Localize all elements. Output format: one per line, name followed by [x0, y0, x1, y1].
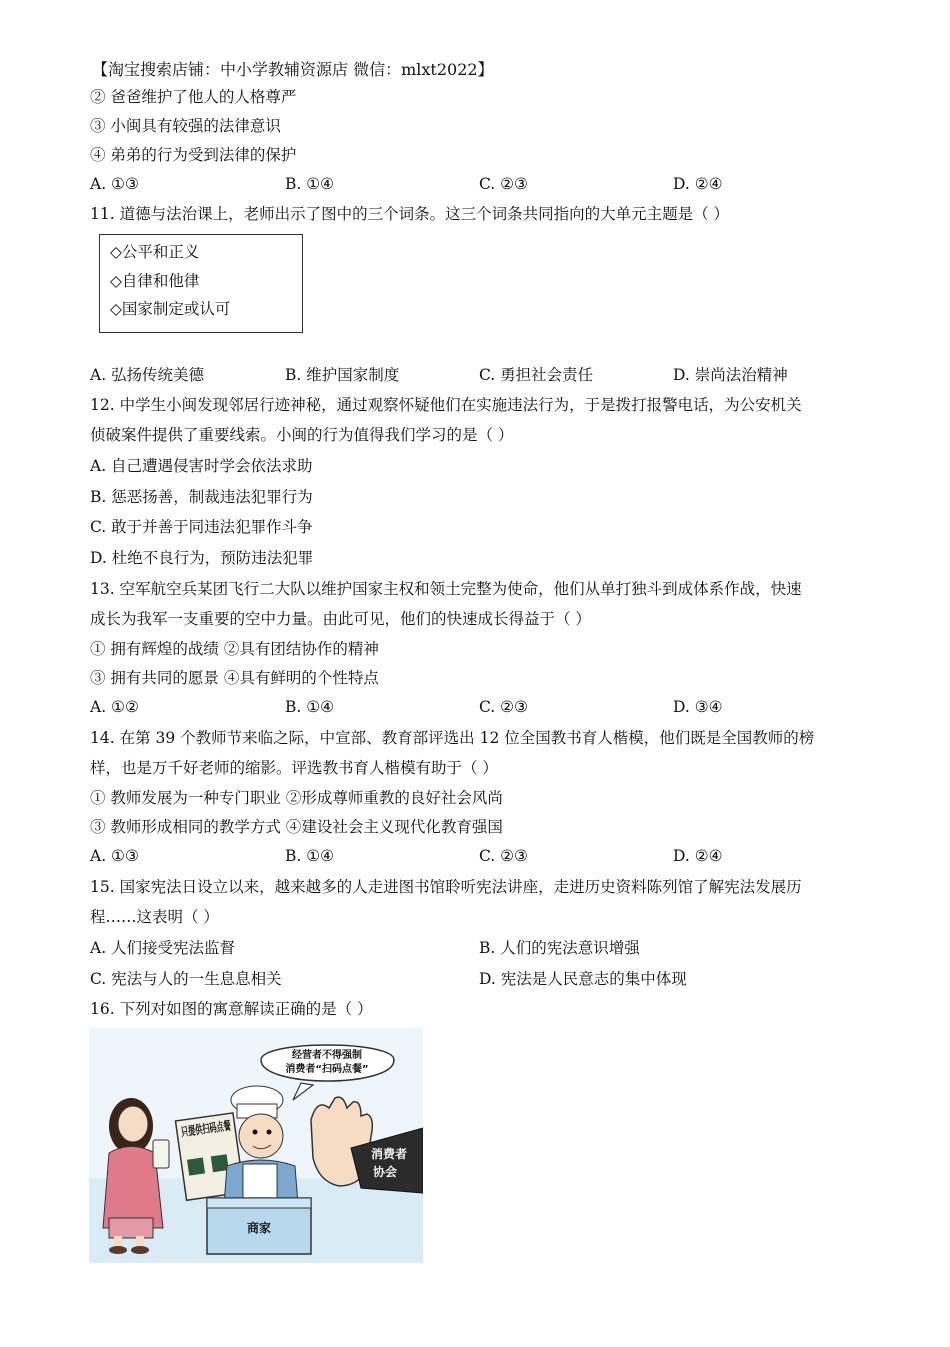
q11-option-b: B. 维护国家制度	[285, 366, 400, 384]
q16-stem: 16. 下列对如图的寓意解读正确的是（ ）	[90, 1000, 373, 1018]
q10-option-a: A. ①③	[90, 175, 139, 193]
q15-stem-line-2: 程……这表明（ ）	[90, 908, 219, 926]
q10-option-b: B. ①④	[285, 175, 335, 193]
counter-label: 商家	[246, 1221, 272, 1235]
q13-option-a: A. ①②	[90, 698, 139, 716]
q14-stem-line-2: 样，也是万千好老师的缩影。评选教书育人楷模有助于（ ）	[90, 759, 498, 777]
q11-option-c: C. 勇担社会责任	[479, 366, 594, 384]
q13-statements-1: ① 拥有辉煌的战绩 ②具有团结协作的精神	[90, 640, 379, 658]
q14-option-c: C. ②③	[479, 847, 528, 865]
q10-statement-3: ③ 小闽具有较强的法律意识	[90, 117, 281, 135]
q13-stem-line-2: 成长为我军一支重要的空中力量。由此可见，他们的快速成长得益于（ ）	[90, 610, 591, 628]
q14-stem-line-1: 14. 在第 39 个教师节来临之际，中宣部、教育部评选出 12 位全国教书育人楷模，他们既是全国教师的榜	[90, 729, 815, 747]
bubble-text-2: 消费者“扫码点餐”	[285, 1064, 369, 1075]
q14-option-a: A. ①③	[90, 847, 139, 865]
q13-stem-line-1: 13. 空军航空兵某团飞行二大队以维护国家主权和领土完整为使命，他们从单打独斗到成体系作战，快速	[90, 580, 802, 598]
q12-stem-line-1: 12. 中学生小闽发现邻居行迹神秘，通过观察怀疑他们在实施违法行为，于是拨打报警电话，为公安机关	[90, 396, 802, 414]
q14-statements-2: ③ 教师形成相同的教学方式 ④建设社会主义现代化教育强国	[90, 818, 503, 836]
q12-option-a: A. 自己遭遇侵害时学会依法求助	[90, 457, 313, 475]
bubble-text-1: 经营者不得强制	[292, 1050, 362, 1061]
q13-option-d: D. ③④	[673, 698, 723, 716]
q12-option-b: B. 惩恶扬善，制裁违法犯罪行为	[90, 488, 313, 506]
q16-cartoon	[89, 1028, 423, 1263]
q13-option-b: B. ①④	[285, 698, 335, 716]
q14-option-d: D. ②④	[673, 847, 723, 865]
q11-stem: 11. 道德与法治课上，老师出示了图中的三个词条。这三个词条共同指向的大单元主题是（ ）	[90, 205, 730, 223]
q11-term-2: ◇自律和他律	[110, 272, 200, 290]
q15-stem-line-1: 15. 国家宪法日设立以来，越来越多的人走进图书馆聆听宪法讲座，走进历史资料陈列馆了解宪法发展历	[90, 878, 802, 896]
q14-option-b: B. ①④	[285, 847, 335, 865]
q10-option-d: D. ②④	[673, 175, 723, 193]
q15-option-c: C. 宪法与人的一生息息相关	[90, 970, 282, 988]
q15-option-d: D. 宪法是人民意志的集中体现	[479, 970, 687, 988]
q11-term-box	[99, 234, 303, 333]
q10-statement-4: ④ 弟弟的行为受到法律的保护	[90, 146, 297, 164]
sleeve-text-1: 消费者	[371, 1147, 408, 1161]
q11-option-d: D. 崇尚法治精神	[673, 366, 788, 384]
q10-statement-2: ② 爸爸维护了他人的人格尊严	[90, 88, 297, 106]
q10-option-c: C. ②③	[479, 175, 528, 193]
q12-option-d: D. 杜绝不良行为，预防违法犯罪	[90, 549, 314, 567]
q13-statements-2: ③ 拥有共同的愿景 ④具有鲜明的个性特点	[90, 669, 379, 687]
q11-term-3: ◇国家制定或认可	[110, 300, 231, 318]
sleeve-text-2: 协会	[373, 1165, 398, 1179]
q11-term-1: ◇公平和正义	[110, 243, 200, 261]
q12-option-c: C. 敢于并善于同违法犯罪作斗争	[90, 518, 313, 536]
q11-option-a: A. 弘扬传统美德	[90, 366, 205, 384]
sign-text: 只提供扫码点餐	[180, 1113, 266, 1140]
q14-statements-1: ① 教师发展为一种专门职业 ②形成尊师重教的良好社会风尚	[90, 789, 503, 807]
q15-option-a: A. 人们接受宪法监督	[90, 939, 236, 957]
page-header: 【淘宝搜索店铺：中小学教辅资源店 微信：mlxt2022】	[92, 60, 494, 79]
q15-option-b: B. 人们的宪法意识增强	[479, 939, 640, 957]
q12-stem-line-2: 侦破案件提供了重要线索。小闽的行为值得我们学习的是（ ）	[90, 426, 514, 444]
q13-option-c: C. ②③	[479, 698, 528, 716]
